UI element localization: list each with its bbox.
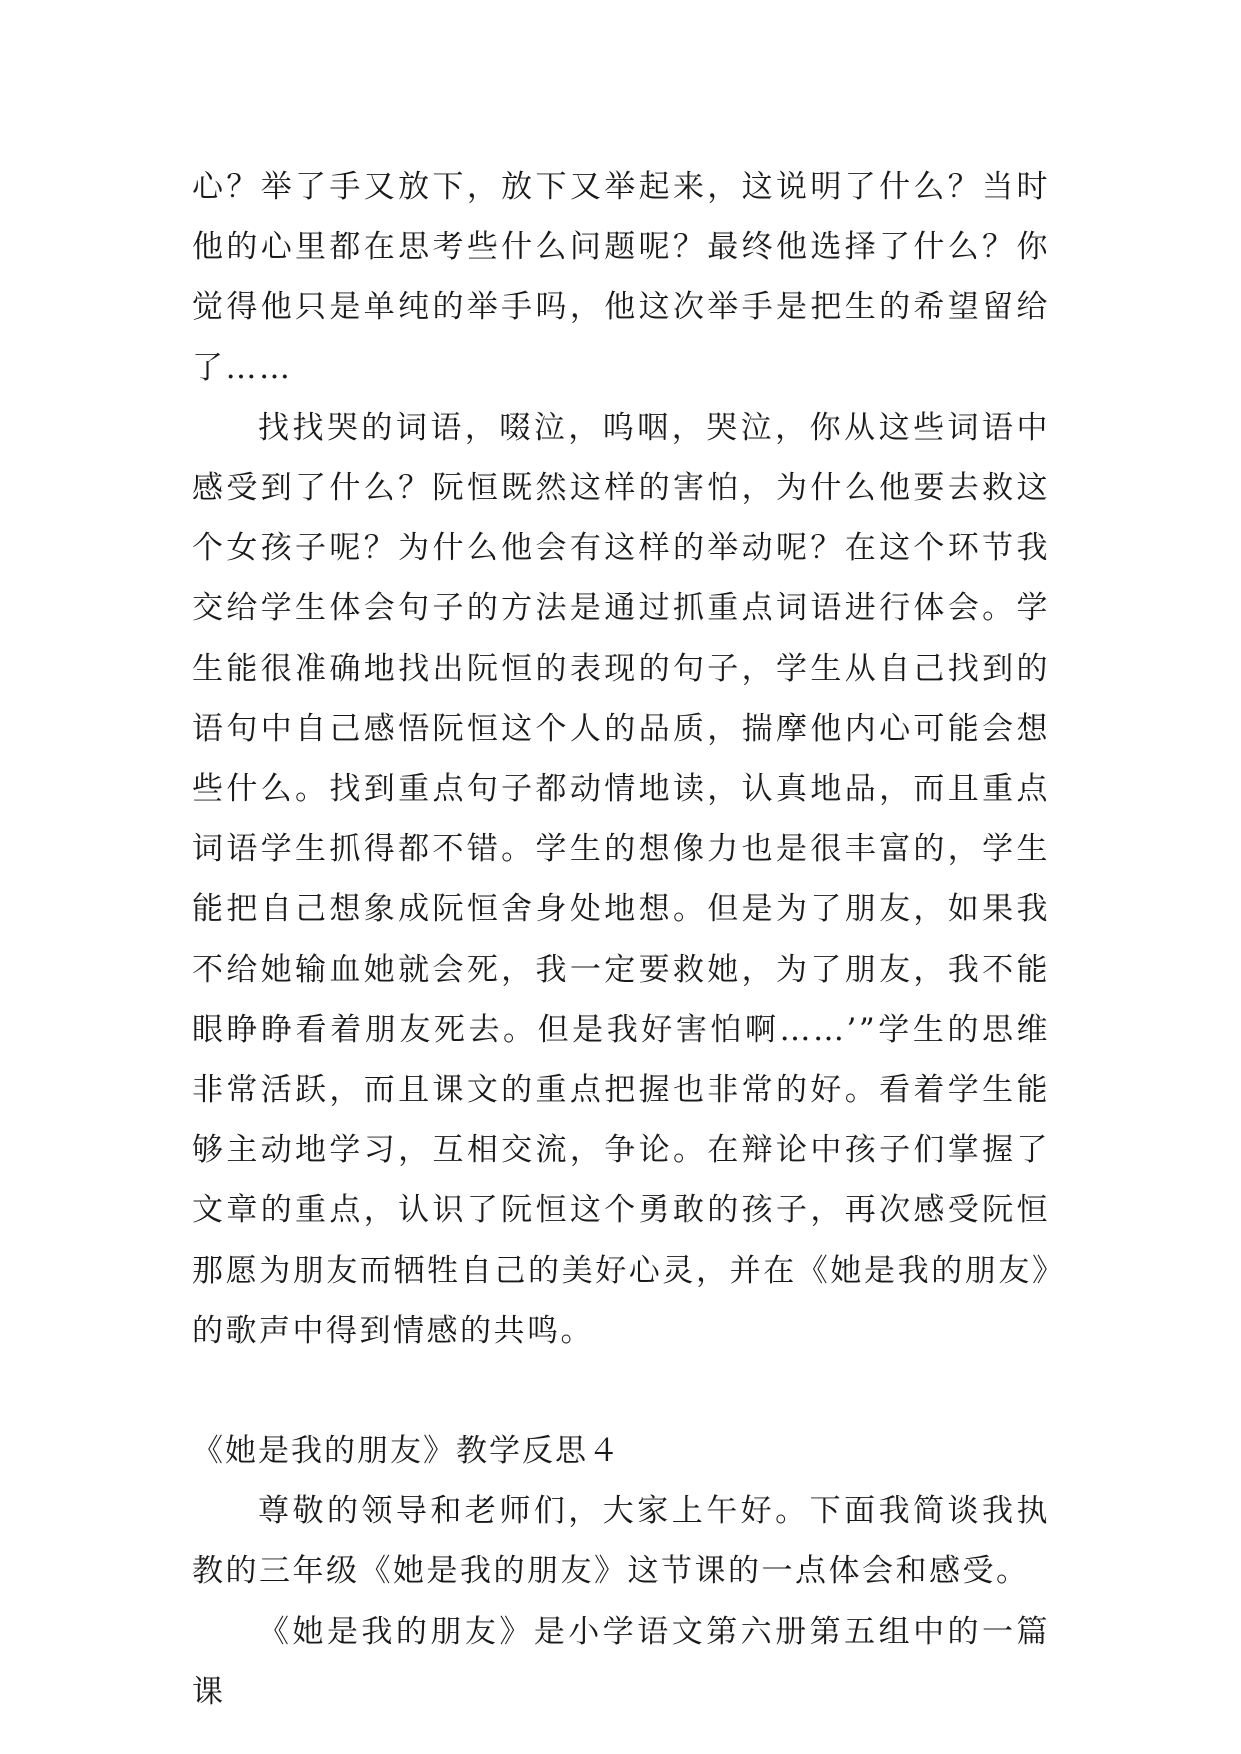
section-heading: 《她是我的朋友》教学反思４ — [192, 1433, 621, 1470]
paragraph-lesson-intro: 《她是我的朋友》是小学语文第六册第五组中的一篇课 — [192, 1613, 1050, 1710]
paragraph-continuation: 心？举了手又放下，放下又举起来，这说明了什么？当时他的心里都在思考些什么问题呢？最终他选择了什么？你觉得他只是单纯的举手吗，他这次举手是把生的希望留给了…… — [192, 169, 1050, 386]
document-body — [192, 157, 1050, 1722]
paragraph-reflection: 找找哭的词语，啜泣，呜咽，哭泣，你从这些词语中感受到了什么？阮恒既然这样的害怕，为什么他要去救这个女孩子呢？为什么他会有这样的举动呢？在这个环节我交给学生体会句子的方法是通过抓重点词语进行体会。学生能很准确地找出阮恒的表现的句子，学生从自己找到的语句中自己感悟阮恒这个人的品质，揣摩他内心可能会想些什么。找到重点句子都动情地读，认真地品，而且重点词语学生抓得都不错。学生的想像力也是很丰富的，学生能把自己想象成阮恒舍身处地想。但是为了朋友，如果我不给她输血她就会死，我一定要救她，为了朋友，我不能眼睁睁看着朋友死去。但是我好害怕啊……’”学生的思维非常活跃，而且课文的重点把握也非常的好。看着学生能够主动地学习，互相交流，争论。在辩论中孩子们掌握了文章的重点，认识了阮恒这个勇敢的孩子，再次感受阮恒那愿为朋友而牺牲自己的美好心灵，并在《她是我的朋友》的歌声中得到情感的共鸣。 — [192, 409, 1050, 1349]
section-gap — [192, 1361, 1050, 1421]
paragraph-greeting: 尊敬的领导和老师们，大家上午好。下面我简谈我执教的三年级《她是我的朋友》这节课的一点体会和感受。 — [192, 1493, 1050, 1590]
